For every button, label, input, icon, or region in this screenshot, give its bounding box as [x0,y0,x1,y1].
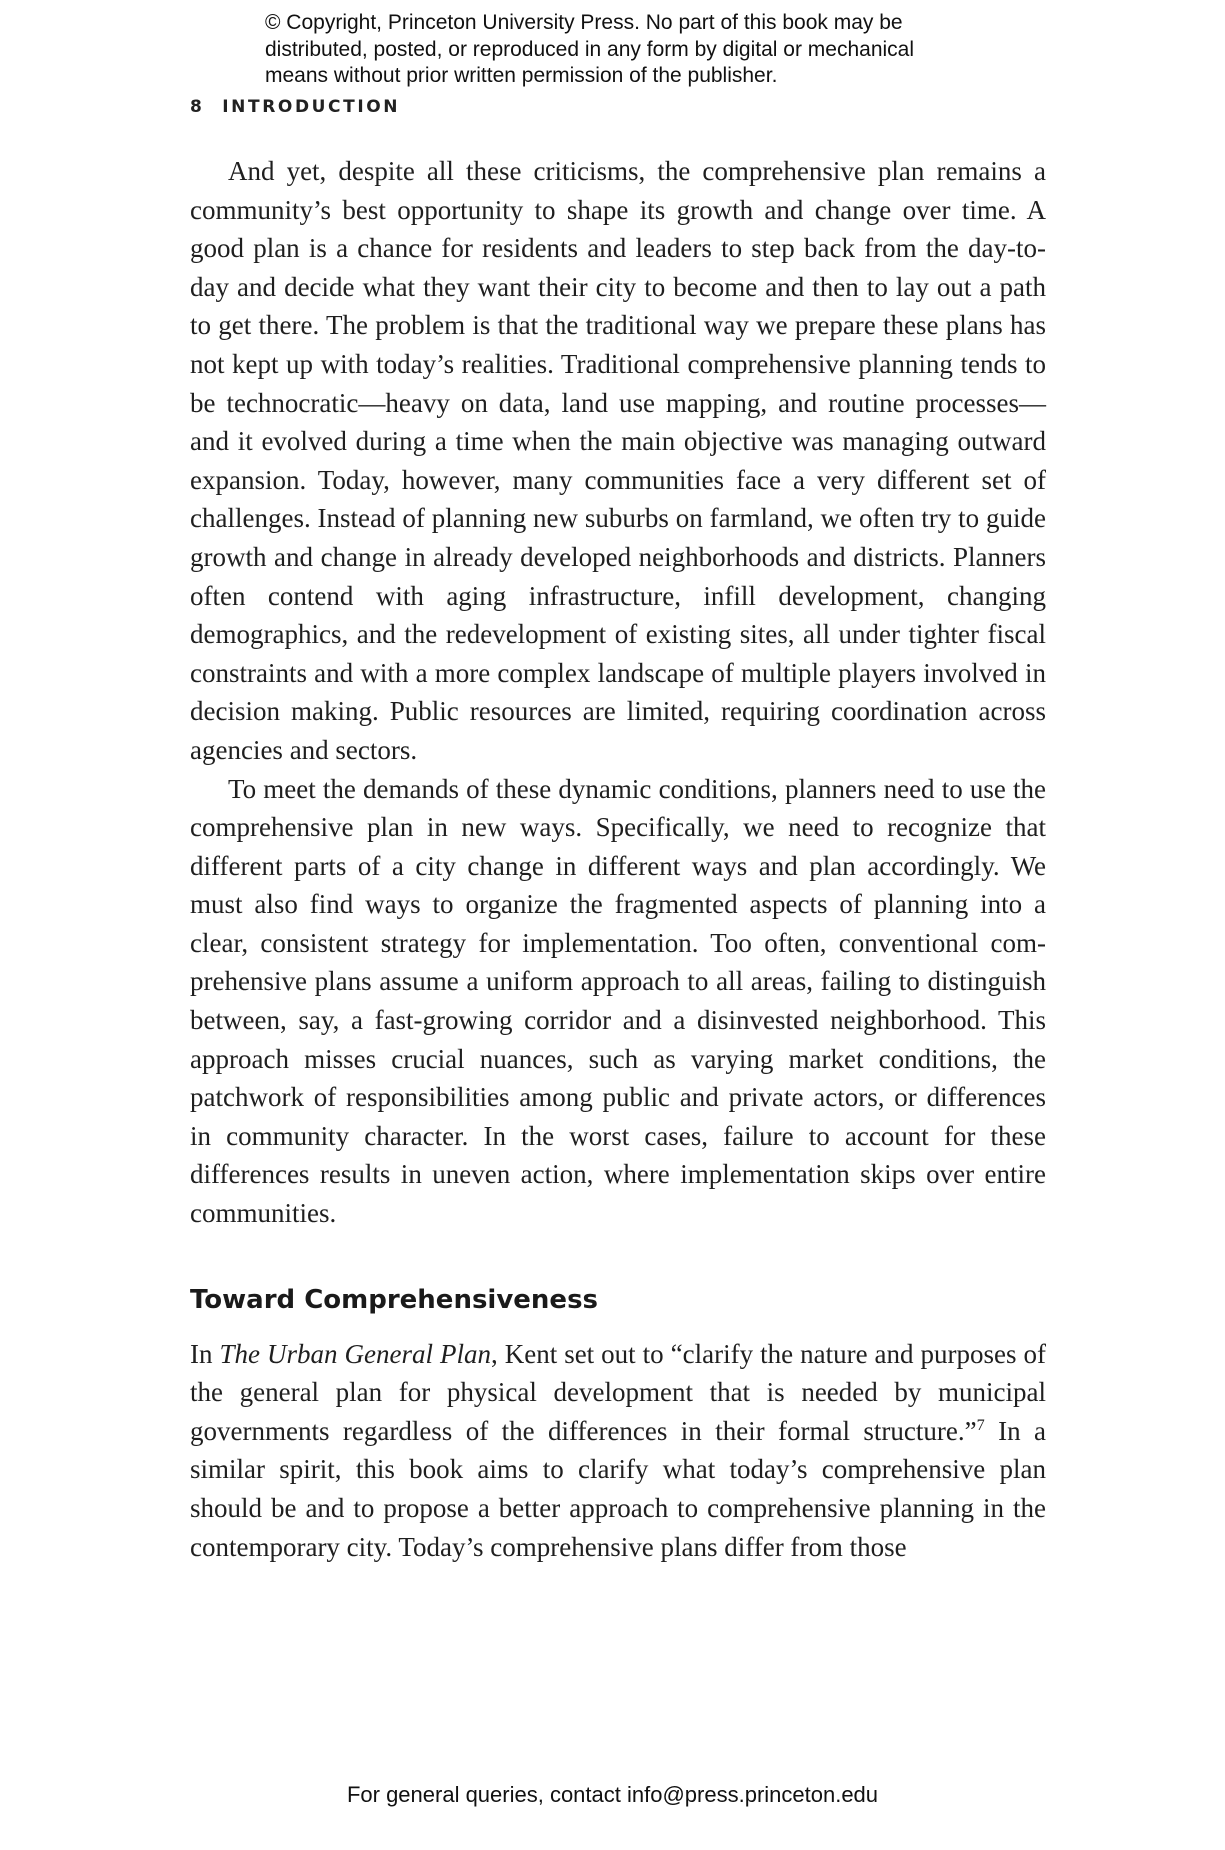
body-paragraph-1: And yet, despite all these criticisms, the comprehensive plan remains a community’s best opportunity to shape its growth and change over time. A good plan is a chance for residents and leaders to step back from the day-to-day and decide what they want their city to become and then to lay out a path to get there. The problem is that the traditional way we prepare these plans has not kept up with today’s realities. Traditional comprehensive planning tends to be technocratic—heavy on data, land use mapping, and routine processes—and it evolved during a time when the main objective was managing outward expansion. Today, however, many communities face a very different set of challenges. Instead of planning new suburbs on farmland, we often try to guide growth and change in already developed neighborhoods and districts. Planners often contend with aging infrastructure, infill development, changing demographics, and the redevelopment of existing sites, all under tighter fiscal constraints and with a more complex landscape of multiple players involved in decision making. Public resources are limited, requiring coordination across agencies and sectors. [190,156,1046,765]
page-number: 8 [190,97,202,117]
footer-contact: For general queries, contact info@press.princeton.edu [346,1782,879,1807]
copyright-line-3: means without prior written permission of the publisher. [265,64,778,87]
section-heading: Toward Comprehensiveness [190,1284,599,1315]
section-paragraph-rest: In a similar spirit, this book aims to clarify what today’s comprehensive plan should be and to propose a better approach to comprehensive planning in the contemporary city. Today’s comprehensive plans differ from those [190,1415,1046,1562]
book-title: The Urban General Plan [219,1338,491,1369]
footnote-reference[interactable]: 7 [976,1415,985,1434]
running-head [190,97,400,117]
body-paragraph-2: To meet the demands of these dynamic conditions, planners need to use the comprehensive plan in new ways. Specifically, we need to recognize that different parts of a city change in different ways and plan accordingly. We must also find ways to organize the fragmented aspects of planning into a clear, consistent strategy for implementation. Too often, conventional comprehensive plans assume a uniform approach to all areas, failing to distinguish between, say, a fast-growing corridor and a disinvested neighborhood. This approach misses crucial nuances, such as varying market conditions, the patchwork of responsibilities among public and private actors, or differences in community character. In the worst cases, failure to account for these differences results in uneven action, where implementation skips over entire communities. [190,773,1046,1229]
copyright-line-2: distributed, posted, or reproduced in any form by digital or mechanical [265,37,915,61]
copyright-notice [265,10,1025,90]
section-paragraph [190,1335,1046,1567]
copyright-line-1: © Copyright, Princeton University Press. No part of this book may be [265,11,903,34]
body-text [190,152,1046,1566]
section-paragraph-quote: , Kent set out to “clarify the nature and purposes of the general plan for physical development that is needed by municipal governments regardless of the differences in their formal structure.” [190,1338,1047,1446]
running-head-section: INTRODUCTION [222,97,401,117]
section-paragraph-lead: In [190,1338,220,1369]
